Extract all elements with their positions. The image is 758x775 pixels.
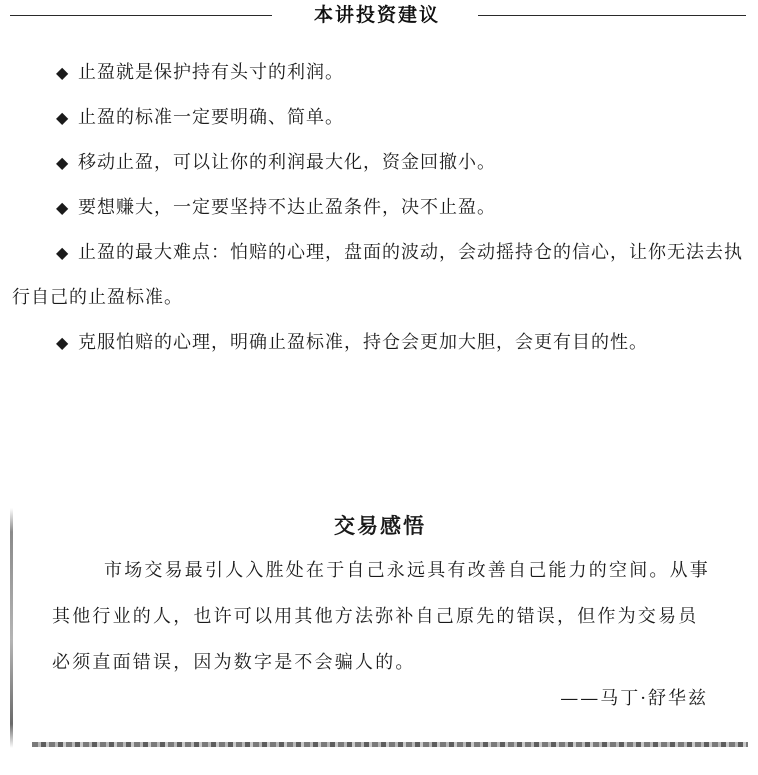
advice-item <box>12 50 746 95</box>
insight-box <box>8 494 752 756</box>
quote-text: 市场交易最引人入胜处在于自己永远具有改善自己能力的空间。从事其他行业的人，也许可以用其他方法弥补自己原先的错误，但作为交易员必须直面错误，因为数字是不会骗人的。 <box>52 560 710 673</box>
advice-item <box>12 185 746 230</box>
advice-text: 止盈的最大难点：怕赔的心理，盘面的波动，会动摇持仓的信心，让你无法去执行自己的止盈标准。 <box>12 242 743 308</box>
advice-item <box>12 320 746 365</box>
advice-text: 克服怕赔的心理，明确止盈标准，持仓会更加大胆，会更有目的性。 <box>78 332 648 353</box>
quote-author: ——马丁·舒华兹 <box>560 688 708 709</box>
diamond-bullet-icon: ◆ <box>56 153 70 172</box>
diamond-bullet-icon: ◆ <box>56 198 70 217</box>
diamond-bullet-icon: ◆ <box>56 63 70 82</box>
advice-item <box>12 140 746 185</box>
advice-text: 要想赚大，一定要坚持不达止盈条件，决不止盈。 <box>78 197 496 218</box>
diamond-bullet-icon: ◆ <box>56 333 70 352</box>
advice-item <box>12 230 746 320</box>
diamond-bullet-icon: ◆ <box>56 108 70 127</box>
box-left-border <box>10 508 13 748</box>
insight-heading: 交易感悟 <box>334 514 426 538</box>
diamond-bullet-icon: ◆ <box>56 243 70 262</box>
advice-text: 止盈就是保护持有头寸的利润。 <box>78 62 344 83</box>
box-bottom-border <box>32 742 748 747</box>
advice-item <box>12 95 746 140</box>
insight-quote <box>52 548 712 686</box>
header-rule-right <box>478 15 746 16</box>
advice-text: 止盈的标准一定要明确、简单。 <box>78 107 344 128</box>
advice-text: 移动止盈，可以让你的利润最大化，资金回撤小。 <box>78 152 496 173</box>
page-header <box>0 2 758 28</box>
section-title: 本讲投资建议 <box>313 4 440 26</box>
advice-list <box>12 50 746 365</box>
header-rule-left <box>10 15 272 16</box>
